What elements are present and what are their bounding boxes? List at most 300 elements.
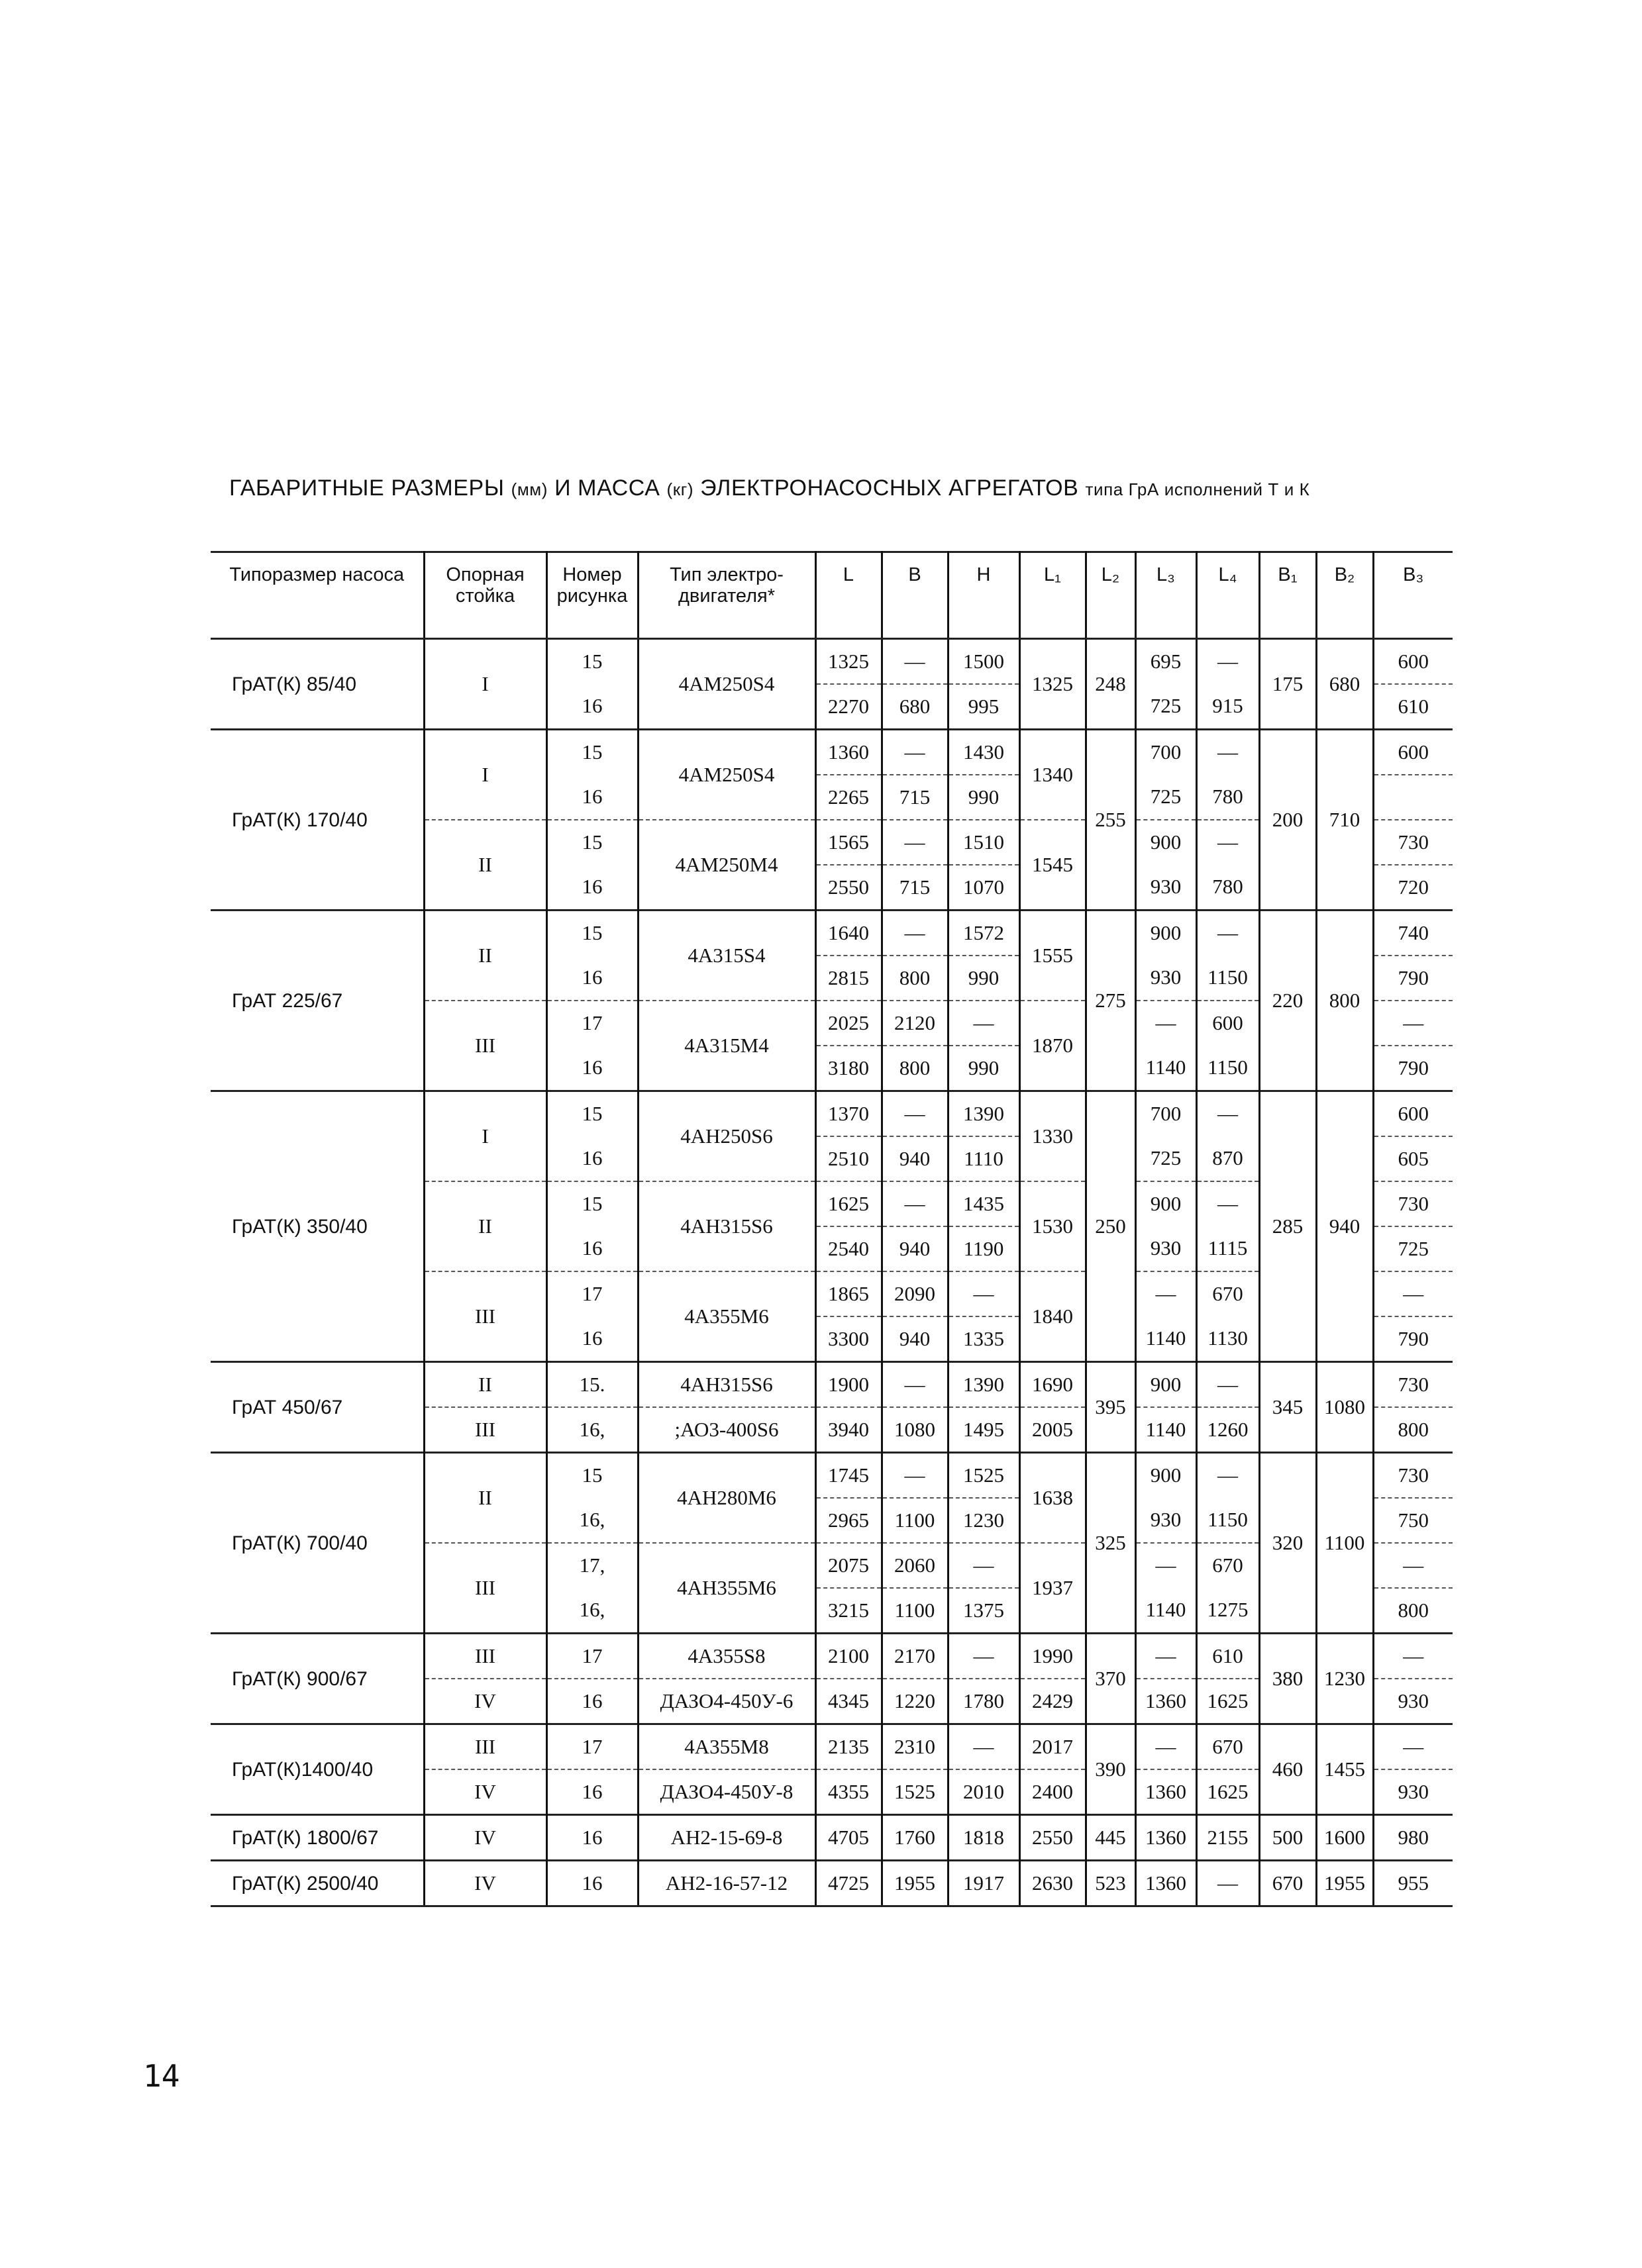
header-l4: L₄ [1196,552,1259,639]
b-cell: — [882,1091,948,1137]
l-cell: 3300 [815,1316,882,1362]
l1-cell: 1530 [1019,1181,1086,1271]
l-cell: 1565 [815,820,882,865]
b1-cell: 670 [1259,1861,1316,1906]
b-cell: 2170 [882,1634,948,1679]
l1-cell: 2630 [1019,1861,1086,1906]
b2-cell: 1455 [1316,1724,1373,1815]
h-cell: 1375 [948,1588,1019,1634]
b3-cell: 600 [1373,639,1453,685]
table-row [211,1815,1453,1861]
l3-cell: 700 [1135,730,1196,775]
l4-cell: 1150 [1196,956,1259,1001]
figure-cell: 15 [546,1453,638,1499]
l3-cell: 700 [1135,1091,1196,1137]
table-body [211,639,1453,1906]
l4-cell: — [1196,639,1259,685]
l3-cell: 1360 [1135,1861,1196,1906]
support-cell: III [424,1407,546,1453]
l3-cell: 1140 [1135,1407,1196,1453]
l4-cell: — [1196,1453,1259,1499]
b-cell: 2120 [882,1001,948,1046]
pump-size-cell: ГрАТ(К) 350/40 [211,1091,424,1362]
l-cell: 3180 [815,1046,882,1091]
l-cell: 2540 [815,1226,882,1271]
b1-cell: 285 [1259,1091,1316,1362]
b3-cell: 800 [1373,1588,1453,1634]
b3-cell: 605 [1373,1136,1453,1181]
motor-type-cell: ;АО3-400S6 [638,1407,815,1453]
figure-cell: 15. [546,1362,638,1408]
l4-cell: 1115 [1196,1226,1259,1271]
motor-type-cell: 4АН280М6 [638,1453,815,1544]
page-number: 14 [143,2058,180,2094]
table-title [229,475,1488,501]
b3-cell: 720 [1373,865,1453,911]
h-cell: 1525 [948,1453,1019,1499]
figure-cell: 16 [546,1316,638,1362]
h-cell: 1230 [948,1498,1019,1543]
b3-cell: 790 [1373,1316,1453,1362]
h-cell: 990 [948,775,1019,820]
l2-cell: 248 [1086,639,1135,730]
b1-cell: 345 [1259,1362,1316,1453]
figure-cell: 16, [546,1407,638,1453]
header-l3: L₃ [1135,552,1196,639]
support-cell: III [424,1634,546,1679]
b-cell: 2060 [882,1543,948,1588]
h-cell: 1390 [948,1362,1019,1408]
l1-cell: 2005 [1019,1407,1086,1453]
h-cell: 1917 [948,1861,1019,1906]
l1-cell: 1340 [1019,730,1086,820]
figure-cell: 16 [546,1226,638,1271]
l4-cell: 610 [1196,1634,1259,1679]
h-cell: 2010 [948,1769,1019,1815]
b-cell: 1955 [882,1861,948,1906]
l3-cell: — [1135,1543,1196,1588]
l-cell: 2510 [815,1136,882,1181]
h-cell: 1435 [948,1181,1019,1226]
l-cell: 4725 [815,1861,882,1906]
b3-cell: — [1373,1724,1453,1770]
b3-cell [1373,775,1453,820]
l-cell: 1745 [815,1453,882,1499]
b-cell: — [882,820,948,865]
b3-cell: 750 [1373,1498,1453,1543]
l4-cell: 1625 [1196,1769,1259,1815]
h-cell: — [948,1634,1019,1679]
b2-cell: 1955 [1316,1861,1373,1906]
b-cell: 1525 [882,1769,948,1815]
header-b1: B₁ [1259,552,1316,639]
l2-cell: 325 [1086,1453,1135,1634]
h-cell: 990 [948,1046,1019,1091]
b2-cell: 940 [1316,1091,1373,1362]
figure-cell: 17 [546,1724,638,1770]
figure-cell: 16 [546,956,638,1001]
title-part-1: ГАБАРИТНЫЕ РАЗМЕРЫ [229,475,505,501]
header-b3: B₃ [1373,552,1453,639]
pump-size-cell: ГрАТ(К) 85/40 [211,639,424,730]
h-cell: 995 [948,684,1019,730]
motor-type-cell: 4А315S4 [638,911,815,1001]
figure-cell: 16 [546,1815,638,1861]
motor-type-cell: 4А355М8 [638,1724,815,1770]
pump-size-cell: ГрАТ(К) 170/40 [211,730,424,911]
b-cell: — [882,911,948,956]
l3-cell: 1140 [1135,1316,1196,1362]
figure-cell: 16 [546,775,638,820]
l3-cell: 900 [1135,820,1196,865]
h-cell: — [948,1724,1019,1770]
l3-cell: 1140 [1135,1046,1196,1091]
support-cell: III [424,1271,546,1362]
figure-cell: 15 [546,911,638,956]
l2-cell: 255 [1086,730,1135,911]
h-cell: 1510 [948,820,1019,865]
title-part-4: типа ГрА исполнений Т и К [1085,479,1310,499]
title-unit-mm: (мм) [511,479,548,499]
l4-cell: 780 [1196,775,1259,820]
l2-cell: 390 [1086,1724,1135,1815]
l3-cell: — [1135,1724,1196,1770]
b2-cell: 1230 [1316,1634,1373,1724]
l4-cell: 780 [1196,865,1259,911]
b-cell: 940 [882,1316,948,1362]
b-cell: — [882,1181,948,1226]
l3-cell: 930 [1135,956,1196,1001]
motor-type-cell: 4АН315S6 [638,1362,815,1408]
motor-type-cell: АН2-15-69-8 [638,1815,815,1861]
motor-type-cell: 4АН250S6 [638,1091,815,1182]
l3-cell: — [1135,1271,1196,1316]
motor-type-cell: ДАЗО4-450У-8 [638,1769,815,1815]
l-cell: 1370 [815,1091,882,1137]
header-l1: L₁ [1019,552,1086,639]
support-cell: II [424,1453,546,1544]
l4-cell: — [1196,911,1259,956]
b1-cell: 200 [1259,730,1316,911]
b-cell: 715 [882,865,948,911]
l4-cell: 1275 [1196,1588,1259,1634]
b2-cell: 1600 [1316,1815,1373,1861]
l-cell: 2100 [815,1634,882,1679]
pump-size-cell: ГрАТ 450/67 [211,1362,424,1453]
header-pump-size: Типоразмер насоса [211,552,424,639]
l-cell: 3940 [815,1407,882,1453]
b-cell: 1100 [882,1588,948,1634]
b-cell: — [882,639,948,685]
l4-cell: — [1196,1861,1259,1906]
l3-cell: — [1135,1634,1196,1679]
support-cell: II [424,1362,546,1408]
l1-cell: 1325 [1019,639,1086,730]
h-cell: 1430 [948,730,1019,775]
l3-cell: 725 [1135,684,1196,730]
table-row [211,730,1453,775]
b-cell: — [882,730,948,775]
b1-cell: 500 [1259,1815,1316,1861]
support-cell: IV [424,1815,546,1861]
b2-cell: 1100 [1316,1453,1373,1634]
l4-cell: 1625 [1196,1679,1259,1724]
h-cell: 1500 [948,639,1019,685]
l4-cell: 670 [1196,1543,1259,1588]
support-cell: III [424,1543,546,1634]
l3-cell: 1360 [1135,1769,1196,1815]
header-l: L [815,552,882,639]
figure-cell: 16 [546,1769,638,1815]
b-cell: 2090 [882,1271,948,1316]
h-cell: 1818 [948,1815,1019,1861]
l3-cell: 725 [1135,775,1196,820]
b1-cell: 175 [1259,639,1316,730]
l4-cell: 1130 [1196,1316,1259,1362]
l4-cell: 670 [1196,1271,1259,1316]
l2-cell: 275 [1086,911,1135,1091]
header-b2: B₂ [1316,552,1373,639]
figure-cell: 16 [546,1136,638,1181]
support-cell: I [424,730,546,820]
header-b: B [882,552,948,639]
b-cell: 1100 [882,1498,948,1543]
figure-cell: 15 [546,730,638,775]
b-cell: 2310 [882,1724,948,1770]
l3-cell: 1140 [1135,1588,1196,1634]
b3-cell: 955 [1373,1861,1453,1906]
l-cell: 1640 [815,911,882,956]
b3-cell: 730 [1373,1453,1453,1499]
support-cell: II [424,1181,546,1271]
l4-cell: 915 [1196,684,1259,730]
l4-cell: — [1196,1362,1259,1408]
b1-cell: 320 [1259,1453,1316,1634]
b-cell: 940 [882,1226,948,1271]
l-cell: 1900 [815,1362,882,1408]
motor-type-cell: 4АМ250S4 [638,639,815,730]
table-row [211,1362,1453,1408]
figure-cell: 17 [546,1271,638,1316]
l1-cell: 2550 [1019,1815,1086,1861]
header-support: Опорная стойка [424,552,546,639]
l2-cell: 250 [1086,1091,1135,1362]
h-cell: 1335 [948,1316,1019,1362]
title-unit-kg: (кг) [666,479,694,499]
l-cell: 1865 [815,1271,882,1316]
b1-cell: 220 [1259,911,1316,1091]
header-l2: L₂ [1086,552,1135,639]
l4-cell: — [1196,730,1259,775]
l2-cell: 445 [1086,1815,1135,1861]
h-cell: 1780 [948,1679,1019,1724]
l-cell: 1625 [815,1181,882,1226]
support-cell: III [424,1001,546,1091]
figure-cell: 16 [546,1046,638,1091]
b3-cell: 600 [1373,730,1453,775]
l1-cell: 1870 [1019,1001,1086,1091]
motor-type-cell: 4А355S8 [638,1634,815,1679]
l1-cell: 1937 [1019,1543,1086,1634]
b2-cell: 1080 [1316,1362,1373,1453]
l3-cell: 930 [1135,865,1196,911]
figure-cell: 16 [546,684,638,730]
l3-cell: 900 [1135,1362,1196,1408]
motor-type-cell: ДАЗО4-450У-6 [638,1679,815,1724]
b-cell: — [882,1362,948,1408]
motor-type-cell: 4АМ250М4 [638,820,815,911]
table-row [211,1453,1453,1499]
b3-cell: 730 [1373,1181,1453,1226]
h-cell: — [948,1001,1019,1046]
header-row [211,552,1453,639]
l4-cell: 1150 [1196,1046,1259,1091]
l3-cell: 695 [1135,639,1196,685]
support-cell: II [424,911,546,1001]
l-cell: 2075 [815,1543,882,1588]
b3-cell: 740 [1373,911,1453,956]
l1-cell: 1690 [1019,1362,1086,1408]
figure-cell: 17 [546,1634,638,1679]
dimensions-table [211,551,1453,1907]
l1-cell: 2017 [1019,1724,1086,1770]
b-cell: 680 [882,684,948,730]
motor-type-cell: 4АН315S6 [638,1181,815,1271]
figure-cell: 15 [546,820,638,865]
l3-cell: 900 [1135,1453,1196,1499]
b3-cell: 930 [1373,1679,1453,1724]
l4-cell: — [1196,820,1259,865]
b3-cell: 600 [1373,1091,1453,1137]
l4-cell: 1150 [1196,1498,1259,1543]
title-part-2: И МАССА [554,475,660,501]
b3-cell: 730 [1373,1362,1453,1408]
table-row [211,639,1453,685]
l1-cell: 2400 [1019,1769,1086,1815]
support-cell: IV [424,1679,546,1724]
b3-cell: — [1373,1271,1453,1316]
table-row [211,1634,1453,1679]
l4-cell: 600 [1196,1001,1259,1046]
b3-cell: 790 [1373,956,1453,1001]
motor-type-cell: 4АМ250S4 [638,730,815,820]
l-cell: 2270 [815,684,882,730]
l-cell: 2265 [815,775,882,820]
l-cell: 4355 [815,1769,882,1815]
pump-size-cell: ГрАТ(К) 2500/40 [211,1861,424,1906]
pump-size-cell: ГрАТ(К) 1800/67 [211,1815,424,1861]
l1-cell: 1555 [1019,911,1086,1001]
figure-cell: 16 [546,1861,638,1906]
b-cell: 1760 [882,1815,948,1861]
header-h: H [948,552,1019,639]
table-row [211,1724,1453,1770]
l-cell: 2025 [815,1001,882,1046]
b-cell: 1220 [882,1679,948,1724]
l3-cell: 1360 [1135,1815,1196,1861]
l4-cell: 870 [1196,1136,1259,1181]
h-cell: 1390 [948,1091,1019,1137]
b3-cell: 725 [1373,1226,1453,1271]
l4-cell: 670 [1196,1724,1259,1770]
table-row [211,1861,1453,1906]
b1-cell: 380 [1259,1634,1316,1724]
b3-cell: 980 [1373,1815,1453,1861]
figure-cell: 17 [546,1001,638,1046]
pump-size-cell: ГрАТ(К)1400/40 [211,1724,424,1815]
h-cell: 1190 [948,1226,1019,1271]
support-cell: IV [424,1861,546,1906]
l3-cell: — [1135,1001,1196,1046]
l2-cell: 395 [1086,1362,1135,1453]
b-cell: 715 [882,775,948,820]
b-cell: 940 [882,1136,948,1181]
pump-size-cell: ГрАТ(К) 700/40 [211,1453,424,1634]
l4-cell: 1260 [1196,1407,1259,1453]
l3-cell: 930 [1135,1498,1196,1543]
b3-cell: — [1373,1634,1453,1679]
b3-cell: 790 [1373,1046,1453,1091]
b3-cell: 930 [1373,1769,1453,1815]
figure-cell: 16, [546,1498,638,1543]
table-row [211,911,1453,956]
l4-cell: — [1196,1091,1259,1137]
pump-size-cell: ГрАТ 225/67 [211,911,424,1091]
support-cell: II [424,820,546,911]
b1-cell: 460 [1259,1724,1316,1815]
h-cell: — [948,1271,1019,1316]
l-cell: 1360 [815,730,882,775]
l-cell: 2965 [815,1498,882,1543]
l-cell: 1325 [815,639,882,685]
support-cell: I [424,1091,546,1182]
l-cell: 2815 [815,956,882,1001]
l3-cell: 900 [1135,911,1196,956]
l1-cell: 1330 [1019,1091,1086,1182]
support-cell: I [424,639,546,730]
figure-cell: 15 [546,1091,638,1137]
header-motor-type: Тип электро-двигателя* [638,552,815,639]
motor-type-cell: 4А315М4 [638,1001,815,1091]
b3-cell: 610 [1373,684,1453,730]
l3-cell: 725 [1135,1136,1196,1181]
figure-cell: 17, [546,1543,638,1588]
b2-cell: 680 [1316,639,1373,730]
l4-cell: 2155 [1196,1815,1259,1861]
h-cell: 990 [948,956,1019,1001]
motor-type-cell: 4А355М6 [638,1271,815,1362]
support-cell: IV [424,1769,546,1815]
l2-cell: 523 [1086,1861,1135,1906]
l1-cell: 1545 [1019,820,1086,911]
h-cell: 1495 [948,1407,1019,1453]
figure-cell: 15 [546,1181,638,1226]
l3-cell: 900 [1135,1181,1196,1226]
b3-cell: — [1373,1001,1453,1046]
h-cell: — [948,1543,1019,1588]
figure-cell: 16, [546,1588,638,1634]
b2-cell: 710 [1316,730,1373,911]
b3-cell: 730 [1373,820,1453,865]
h-cell: 1070 [948,865,1019,911]
l-cell: 4345 [815,1679,882,1724]
pump-size-cell: ГрАТ(К) 900/67 [211,1634,424,1724]
l3-cell: 930 [1135,1226,1196,1271]
l-cell: 2135 [815,1724,882,1770]
h-cell: 1572 [948,911,1019,956]
motor-type-cell: АН2-16-57-12 [638,1861,815,1906]
b-cell: 800 [882,956,948,1001]
